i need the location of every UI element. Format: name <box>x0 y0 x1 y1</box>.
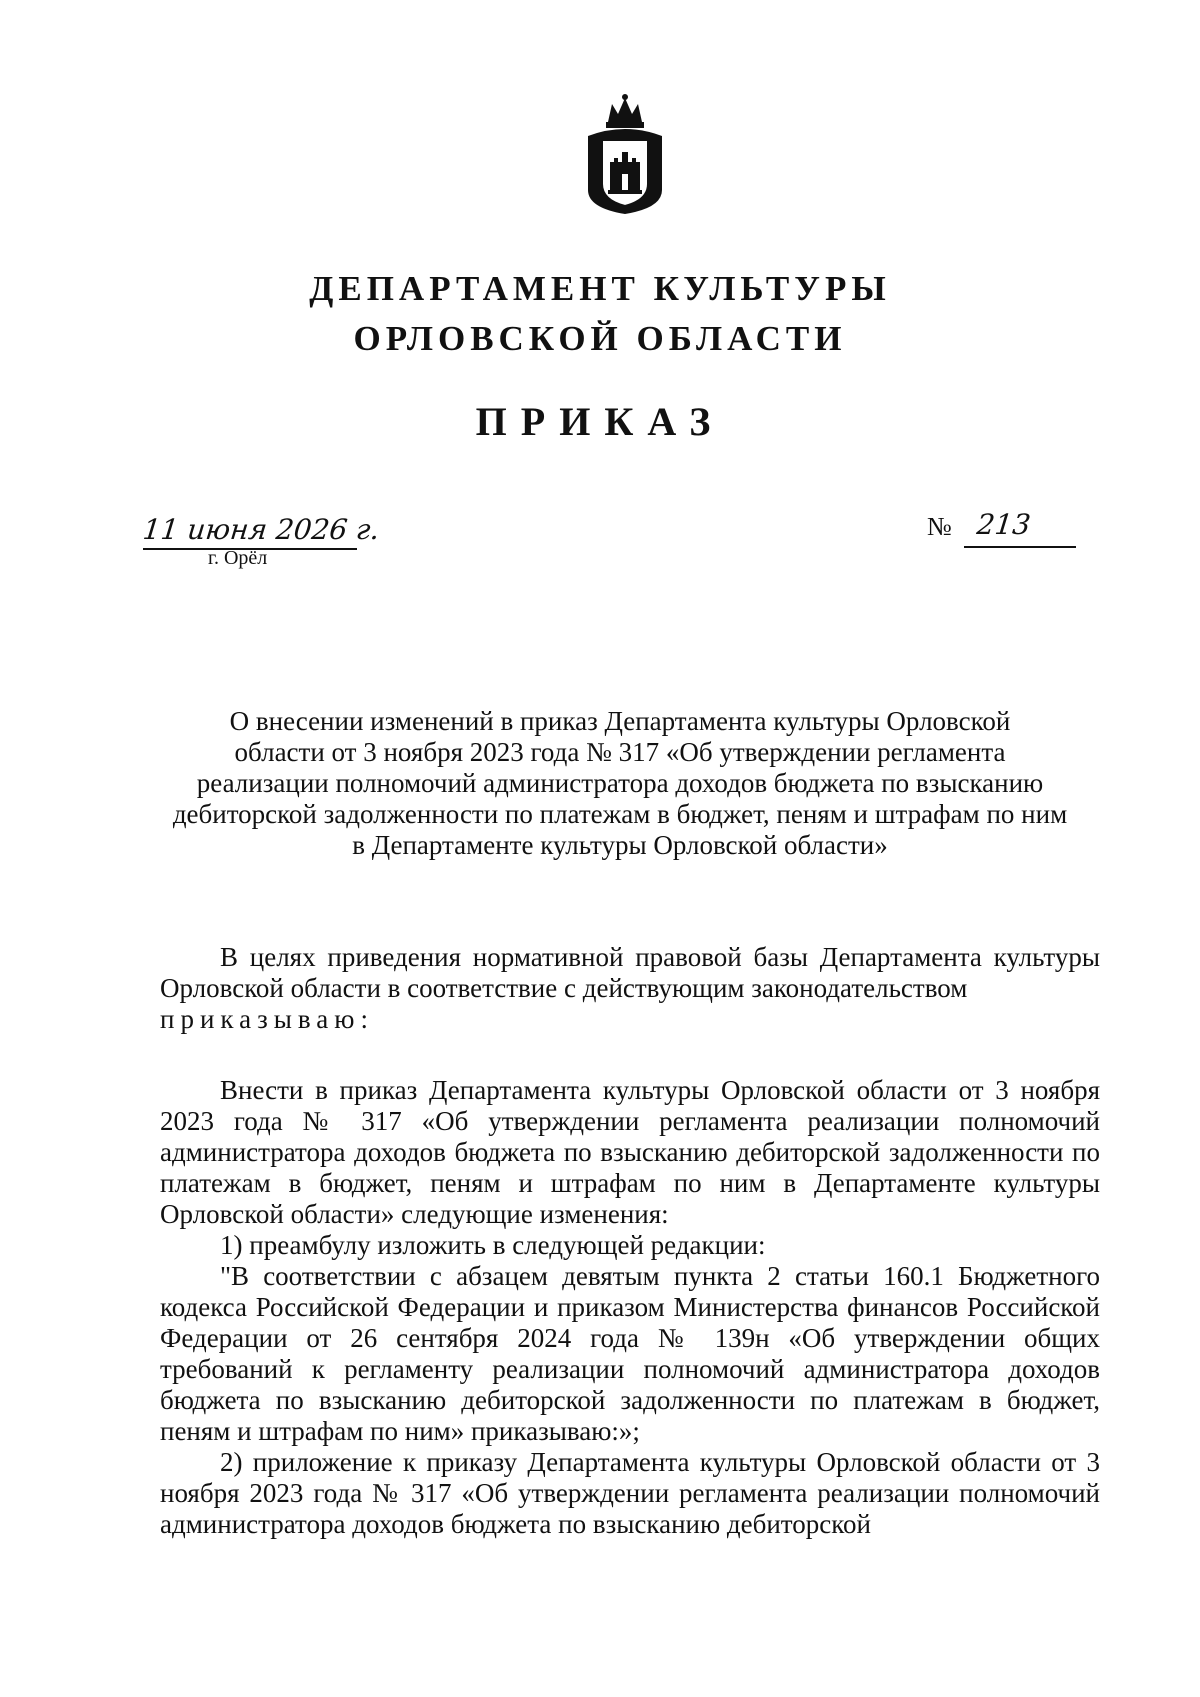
preamble-text: В целях приведения нормативной правовой базы Департамента культуры Орловской области в соответствие с действующим законодательством <box>160 942 1100 1003</box>
order-body <box>160 1075 1100 1540</box>
department-name-line2: ОРЛОВСКОЙ ОБЛАСТИ <box>353 319 847 358</box>
order-subject <box>140 706 1100 861</box>
preamble <box>160 942 1100 1035</box>
subject-line: реализации полномочий администратора доходов бюджета по взысканию <box>196 768 1044 798</box>
city-label: г. Орёл <box>208 547 268 569</box>
subject-line: дебиторской задолженности по платежам в бюджет, пеням и штрафам по ним <box>172 799 1068 829</box>
body-item-1: 1) преамбулу изложить в следующей редакции: <box>220 1230 766 1260</box>
document-type-title: ПРИКАЗ <box>475 399 725 444</box>
handwritten-number: 213 <box>975 508 1033 541</box>
number-label: № <box>927 512 952 541</box>
handwritten-date: 11 июня 2026 г. <box>141 513 382 546</box>
subject-line: в Департаменте культуры Орловской области» <box>352 830 888 860</box>
subject-line: О внесении изменений в приказ Департамента культуры Орловской <box>229 706 1011 736</box>
department-name-line1: ДЕПАРТАМЕНТ КУЛЬТУРЫ <box>309 269 891 308</box>
subject-line: области от 3 ноября 2023 года № 317 «Об утверждении регламента <box>234 737 1006 767</box>
body-item-2: 2) приложение к приказу Департамента культуры Орловской области от 3 ноября 2023 года № 317 «Об утверждении регламента реализации полномочий администратора доходов бюджета по взысканию дебиторской <box>160 1447 1100 1539</box>
number-underline <box>964 546 1076 548</box>
coat-of-arms-emblem <box>580 92 670 216</box>
body-intro: Внести в приказ Департамента культуры Орловской области от 3 ноября 2023 года № 317 «Об утверждении регламента реализации полномочий администратора доходов бюджета по взысканию дебиторской задолженности по платежам в бюджет, пеням и штрафам по ним в Департаменте культуры Орловской области» следующие изменения: <box>160 1075 1100 1229</box>
body-item-1-quote: "В соответствии с абзацем девятым пункта 2 статьи 160.1 Бюджетного кодекса Российской Федерации и приказом Министерства финансов Российской Федерации от 26 сентября 2024 года № 139н «Об утверждении общих требований к регламенту реализации полномочий администратора доходов бюджета по взысканию дебиторской задолженности по платежам в бюджет, пеням и штрафам по ним» приказываю:»; <box>160 1261 1100 1446</box>
order-word: приказываю: <box>160 1004 374 1034</box>
